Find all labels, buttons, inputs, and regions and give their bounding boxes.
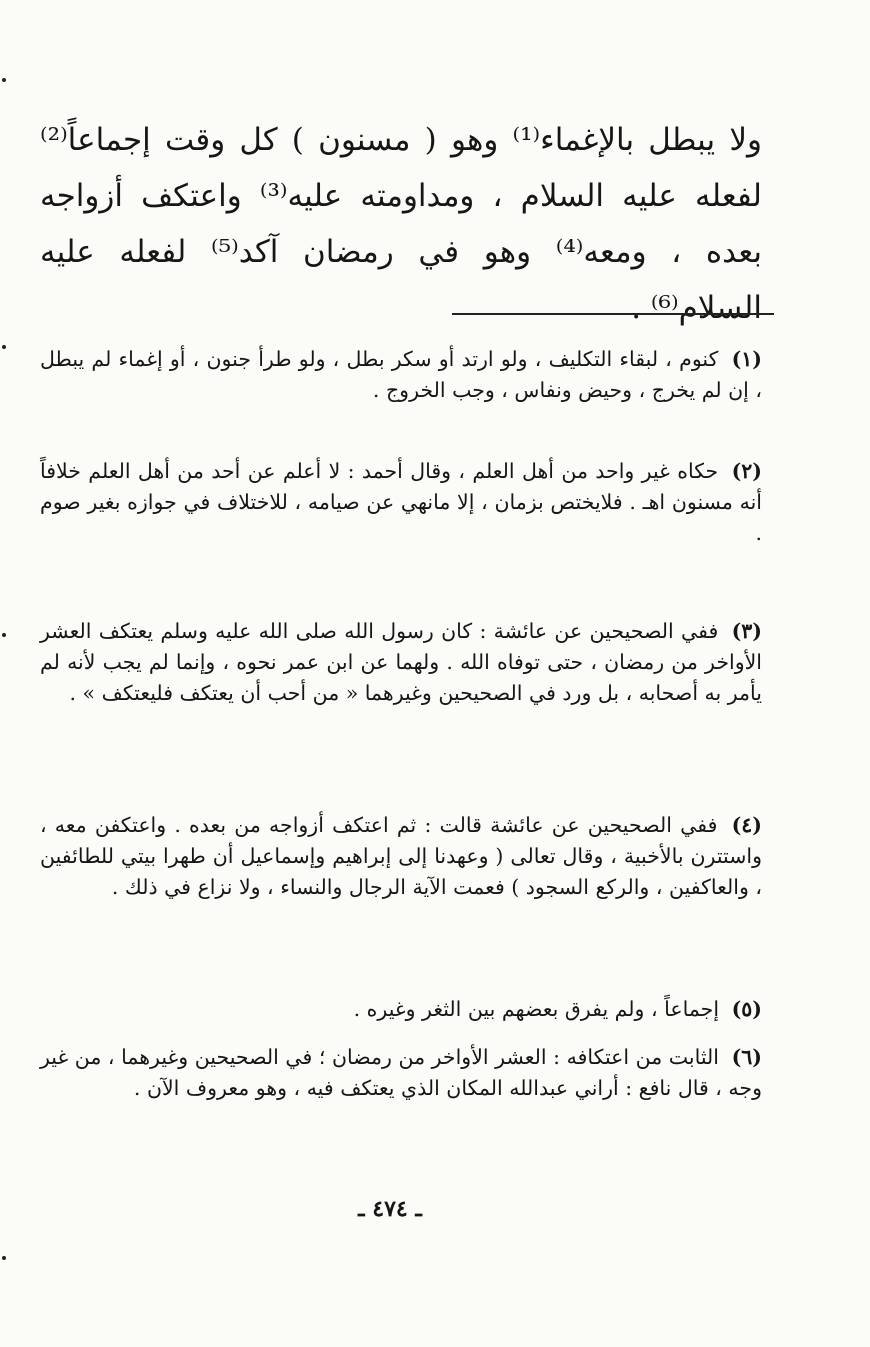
footnote-number: (٦) xyxy=(731,1045,762,1069)
main-text xyxy=(40,112,762,336)
footnote-text: حكاه غير واحد من أهل العلم ، وقال أحمد : لا أعلم عن أحد من أهل العلم خلافاً أنه مسنون اهـ . فلايختص بزمان ، إلا مانهي عن صيامه ، للاختلاف في جوازه بغير صوم . xyxy=(40,459,762,545)
footnote-number: (٤) xyxy=(731,813,762,837)
footnote-text: إجماعاً ، ولم يفرق بعضهم بين الثغر وغيره . xyxy=(353,997,720,1021)
footnote-text: كنوم ، لبقاء التكليف ، ولو ارتد أو سكر بطل ، ولو طرأ جنون ، أو إغماء لم يبطل ، إن لم يخرج ، وحيض ونفاس ، وجب الخروج . xyxy=(40,347,762,402)
scan-mark xyxy=(2,345,6,349)
footnote-number: (٥) xyxy=(731,997,762,1021)
footnote-text: ففي الصحيحين عن عائشة قالت : ثم اعتكف أزواجه من بعده . واعتكفن معه ، واستترن بالأخبية ، وقال تعالى ( وعهدنا إلى إبراهيم وإسماعيل أن طهرا بيتي للطائفين ، والعاكفين ، والركع السجود ) فعمت الآية الرجال والنساء ، ولا نزاع في ذلك . xyxy=(40,813,762,899)
footnote-4 xyxy=(40,810,762,903)
footnote-number: (١) xyxy=(731,347,762,371)
footnote-6 xyxy=(40,1042,762,1104)
scan-mark xyxy=(2,633,6,637)
scan-mark xyxy=(2,78,6,82)
page-number: ـ ٤٧٤ ـ xyxy=(358,1196,422,1222)
main-paragraph: ولا يبطل بالإغماء⁽¹⁾ وهو ( مسنون ) كل وقت إجماعاً⁽²⁾ لفعله عليه السلام ، ومداومته عليه⁽³⁾ واعتكف أزواجه بعده ، ومعه⁽⁴⁾ وهو في رمضان آكد⁽⁵⁾ لفعله عليه السلام⁽⁶⁾ . xyxy=(40,122,762,326)
footnote-5 xyxy=(40,994,762,1025)
footnote-separator xyxy=(452,313,774,315)
footnote-number: (٣) xyxy=(731,619,762,643)
footnote-text: ففي الصحيحين عن عائشة : كان رسول الله صلى الله عليه وسلم يعتكف العشر الأواخر من رمضان ، حتى توفاه الله . ولهما عن ابن عمر نحوه ، وإنما لم يجب لأنه لم يأمر به أصحابه ، بل ورد في الصحيحين وغيرهما « من أحب أن يعتكف فليعتكف » . xyxy=(40,619,762,705)
scan-mark xyxy=(2,1256,6,1260)
footnote-2 xyxy=(40,456,762,549)
footnote-text: الثابت من اعتكافه : العشر الأواخر من رمضان ؛ في الصحيحين وغيرهما ، من غير وجه ، قال نافع : أراني عبدالله المكان الذي يعتكف فيه ، وهو معروف الآن . xyxy=(40,1045,762,1100)
footnote-1 xyxy=(40,344,762,406)
footnote-3 xyxy=(40,616,762,709)
footnote-number: (٢) xyxy=(731,459,762,483)
